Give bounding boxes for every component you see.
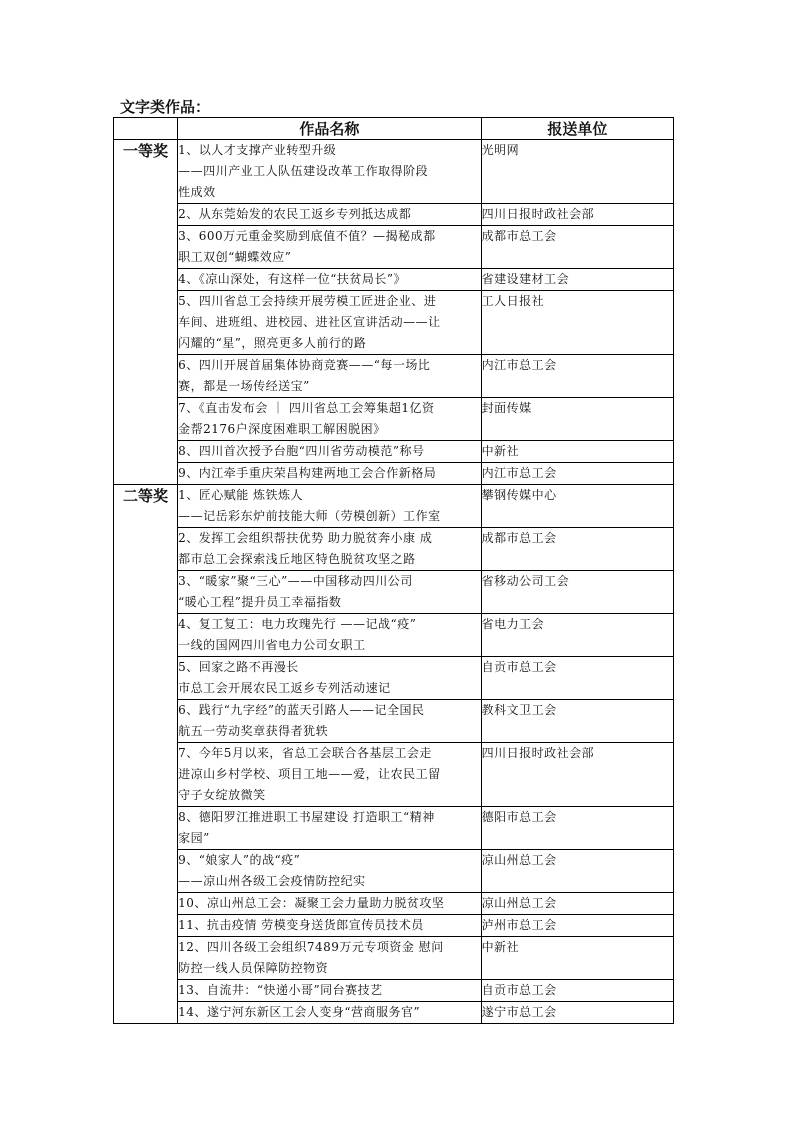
table-row — [114, 355, 674, 398]
work-title-cell — [178, 291, 482, 355]
table-row — [114, 1002, 674, 1024]
table-row — [114, 980, 674, 1002]
work-title-cell — [178, 398, 482, 441]
submitting-unit-cell: 工人日报社 — [481, 291, 673, 355]
work-title-line: 12、四川各级工会组织7489万元专项资金 慰问 — [178, 940, 444, 954]
work-title-cell — [178, 980, 482, 1002]
submitting-unit-cell: 泸州市总工会 — [481, 915, 673, 937]
submitting-unit-cell: 成都市总工会 — [481, 528, 673, 571]
submitting-unit-cell: 内江市总工会 — [481, 463, 673, 485]
submitting-unit-cell: 自贡市总工会 — [481, 657, 673, 700]
work-title-line: 9、内江牵手重庆荣昌构建两地工会合作新格局 — [178, 466, 437, 480]
table-row — [114, 291, 674, 355]
work-title-cell — [178, 807, 482, 850]
submitting-unit-cell: 四川日报时政社会部 — [481, 204, 673, 226]
table-row — [114, 743, 674, 807]
work-title-line: 11、抗击疫情 劳模变身送货郎宣传员技术员 — [178, 918, 424, 932]
table-row — [114, 571, 674, 614]
work-title-line: “暖心工程”提升员工幸福指数 — [178, 595, 342, 609]
work-title-line: 进凉山乡村学校、项目工地——爱，让农民工留 — [178, 767, 441, 781]
work-title-line: 9、“娘家人”的战“疫” — [178, 853, 301, 867]
work-title-line: 6、四川开展首届集体协商竞赛——“每一场比 — [178, 358, 431, 372]
submitting-unit-cell: 封面传媒 — [481, 398, 673, 441]
work-title-line: 市总工会开展农民工返乡专列活动速记 — [178, 681, 391, 695]
table-row — [114, 657, 674, 700]
work-title-line: ——凉山州各级工会疫情防控纪实 — [178, 874, 366, 888]
submitting-unit-cell: 省电力工会 — [481, 614, 673, 657]
work-title-line: ——四川产业工人队伍建设改革工作取得阶段 — [178, 164, 429, 178]
work-title-line: 职工双创“蝴蝶效应” — [178, 250, 292, 264]
submitting-unit-cell: 凉山州总工会 — [481, 893, 673, 915]
work-title-line: 守子女绽放微笑 — [178, 788, 266, 802]
submitting-unit-cell: 四川日报时政社会部 — [481, 743, 673, 807]
work-title-cell — [178, 204, 482, 226]
work-title-cell — [178, 463, 482, 485]
work-title-cell — [178, 657, 482, 700]
work-title-cell — [178, 140, 482, 204]
submitting-unit-cell: 成都市总工会 — [481, 226, 673, 269]
work-title-line: 3、“暖家”聚“三心”——中国移动四川公司 — [178, 574, 413, 588]
table-row — [114, 528, 674, 571]
work-title-line: 1、以人才支撑产业转型升级 — [178, 143, 337, 157]
work-title-line: 防控一线人员保障防控物资 — [178, 961, 329, 975]
work-title-cell — [178, 485, 482, 528]
work-title-line: 13、自流井：“快递小哥”同台赛技艺 — [178, 983, 383, 997]
submitting-unit-cell: 教科文卫工会 — [481, 700, 673, 743]
work-title-line: 14、遂宁河东新区工会人变身“营商服务官” — [178, 1005, 421, 1019]
submitting-unit-cell: 省建设建材工会 — [481, 269, 673, 291]
work-title-line: 赛，都是一场传经送宝” — [178, 379, 310, 393]
work-title-line: 航五一劳动奖章获得者犹轶 — [178, 724, 329, 738]
work-title-cell — [178, 1002, 482, 1024]
work-title-line: 6、践行“九字经”的蓝天引路人——记全国民 — [178, 703, 425, 717]
work-title-line: 3、600万元重金奖励到底值不值？—揭秘成都 — [178, 229, 436, 243]
work-title-line: ——记岳彩东炉前技能大师（劳模创新）工作室 — [178, 509, 441, 523]
work-title-line: 2、发挥工会组织帮扶优势 助力脱贫奔小康 成 — [178, 531, 433, 545]
work-title-line: 5、回家之路不再漫长 — [178, 660, 299, 674]
work-title-line: 2、从东莞始发的农民工返乡专列抵达成都 — [178, 207, 412, 221]
table-row — [114, 850, 674, 893]
table-row — [114, 937, 674, 980]
work-title-line: 7、今年5月以来，省总工会联合各基层工会走 — [178, 746, 432, 760]
award-tier-label: 一等奖 — [114, 140, 178, 485]
work-title-cell — [178, 743, 482, 807]
table-row — [114, 485, 674, 528]
work-title-line: 闪耀的“星”，照亮更多人前行的路 — [178, 336, 367, 350]
table-row — [114, 140, 674, 204]
submitting-unit-cell: 自贡市总工会 — [481, 980, 673, 1002]
work-title-cell — [178, 850, 482, 893]
work-title-cell — [178, 269, 482, 291]
work-title-cell — [178, 441, 482, 463]
work-title-line: 7、《直击发布会 ｜ 四川省总工会筹集超1亿资 — [178, 401, 435, 415]
table-row — [114, 226, 674, 269]
header-submitting-unit: 报送单位 — [481, 118, 673, 140]
submitting-unit-cell: 中新社 — [481, 441, 673, 463]
submitting-unit-cell: 光明网 — [481, 140, 673, 204]
table-header-row — [114, 118, 674, 140]
work-title-line: 4、《凉山深处，有这样一位“扶贫局长”》 — [178, 272, 407, 286]
work-title-line: 8、四川首次授予台胞“四川省劳动模范”称号 — [178, 444, 425, 458]
work-title-line: 1、匠心赋能 炼铁炼人 — [178, 488, 304, 502]
work-title-line: 5、四川省总工会持续开展劳模工匠进企业、进 — [178, 294, 437, 308]
table-row — [114, 807, 674, 850]
header-work-name: 作品名称 — [178, 118, 482, 140]
work-title-cell — [178, 614, 482, 657]
table-row — [114, 463, 674, 485]
work-title-line: 性成效 — [178, 185, 216, 199]
work-title-line: 都市总工会探索浅丘地区特色脱贫攻坚之路 — [178, 552, 416, 566]
table-row — [114, 441, 674, 463]
work-title-cell — [178, 528, 482, 571]
work-title-cell — [178, 937, 482, 980]
table-row — [114, 269, 674, 291]
table-row — [114, 204, 674, 226]
award-tier-label: 二等奖 — [114, 485, 178, 1024]
submitting-unit-cell: 遂宁市总工会 — [481, 1002, 673, 1024]
table-row — [114, 915, 674, 937]
work-title-cell — [178, 700, 482, 743]
submitting-unit-cell: 中新社 — [481, 937, 673, 980]
submitting-unit-cell: 德阳市总工会 — [481, 807, 673, 850]
submitting-unit-cell: 省移动公司工会 — [481, 571, 673, 614]
award-table — [113, 117, 674, 1024]
table-row — [114, 398, 674, 441]
table-row — [114, 700, 674, 743]
work-title-cell — [178, 571, 482, 614]
work-title-cell — [178, 355, 482, 398]
submitting-unit-cell: 凉山州总工会 — [481, 850, 673, 893]
work-title-line: 金帮2176户深度困难职工解困脱困》 — [178, 422, 386, 436]
table-row — [114, 893, 674, 915]
work-title-line: 家园” — [178, 831, 210, 845]
table-row — [114, 614, 674, 657]
submitting-unit-cell: 内江市总工会 — [481, 355, 673, 398]
work-title-cell — [178, 915, 482, 937]
table-body — [114, 140, 674, 1024]
work-title-line: 8、德阳罗江推进职工书屋建设 打造职工“精神 — [178, 810, 435, 824]
work-title-line: 一线的国网四川省电力公司女职工 — [178, 638, 366, 652]
work-title-line: 10、凉山州总工会：凝聚工会力量助力脱贫攻坚 — [178, 896, 445, 910]
work-title-line: 4、复工复工：电力玫瑰先行 ——记战“疫” — [178, 617, 417, 631]
submitting-unit-cell: 攀钢传媒中心 — [481, 485, 673, 528]
work-title-cell — [178, 226, 482, 269]
work-title-cell — [178, 893, 482, 915]
section-title: 文字类作品： — [120, 98, 211, 116]
header-tier — [114, 118, 178, 140]
work-title-line: 车间、进班组、进校园、进社区宣讲活动——让 — [178, 315, 441, 329]
